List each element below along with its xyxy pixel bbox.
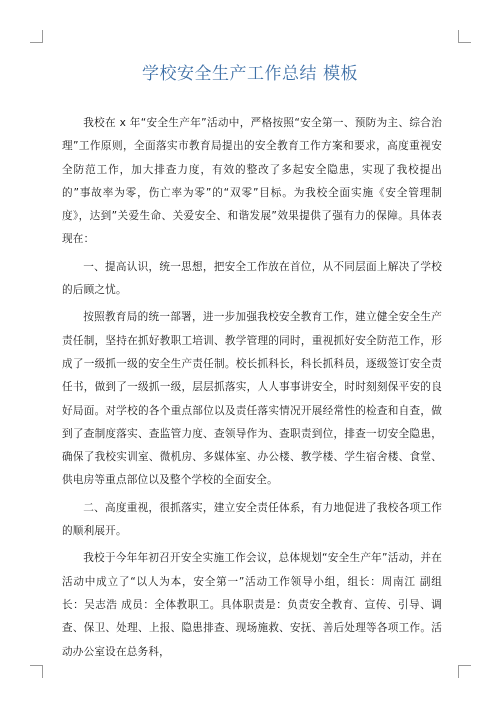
paragraph-section-2: 我校于今年年初召开安全实施工作会议，总体规划“安全生产年”活动，并在活动中成立了“以人为本，安全第一”活动工作领导小组，组长：周南江 副组长：吴志浩 成员：全体教职工。具体职责是：负责安全教育、宣传、引导、调查、保卫、处理、上报、隐患排查、现场施救、安抚、善后处理等各项工作。活动办公室设在总务科， [62, 552, 442, 658]
crop-mark-bottom-left [30, 665, 43, 678]
paragraph-heading-1: 一、提高认识，统一思想，把安全工作放在首位，从不同层面上解决了学校的后顾之忧。 [62, 260, 442, 297]
crop-mark-top-right [458, 30, 471, 43]
document-title: 学校安全生产工作总结 模板 [142, 64, 358, 84]
paragraph-intro: 我校在 x 年“安全生产年”活动中，严格按照“安全第一、预防为主、综合治理”工作原则，全面落实市教育局提出的安全教育工作方案和要求，高度重视安全防范工作，加大排查力度，有效的整改了多起安全隐患，实现了我校提出的”事故率为零，伤亡率为零”的“双零”目标。为我校全面实施《安全管理制度》，达到”关爱生命、关爱安全、和谐发展”效果提供了强有力的保障。具体表现在： [62, 117, 442, 246]
paragraph-section-1: 按照教育局的统一部署，进一步加强我校安全教育工作，建立健全安全生产责任制，坚持在抓好教职工培训、教学管理的同时，重视抓好安全防范工作，形成了一级抓一级的安全生产责任制。校长抓科长，科长抓科员，逐级签订安全责任书，做到了一级抓一级，层层抓落实，人人事事讲安全，时时刻刻保平安的良好局面。对学校的各个重点部位以及责任落实情况开展经常性的检查和自查，做到了查制度落实、查监管力度、查领导作为、查职责到位，排查一切安全隐患，确保了我校实训室、微机房、多媒体室、办公楼、教学楼、学生宿舍楼、食堂、供电房等重点部位以及整个学校的全面安全。 [62, 311, 442, 487]
crop-mark-bottom-right [458, 665, 471, 678]
document-body [62, 112, 442, 668]
crop-mark-top-left [30, 30, 43, 43]
paragraph-heading-2: 二、高度重视，很抓落实，建立安全责任体系，有力地促进了我校各项工作的顺利展开。 [62, 501, 442, 538]
